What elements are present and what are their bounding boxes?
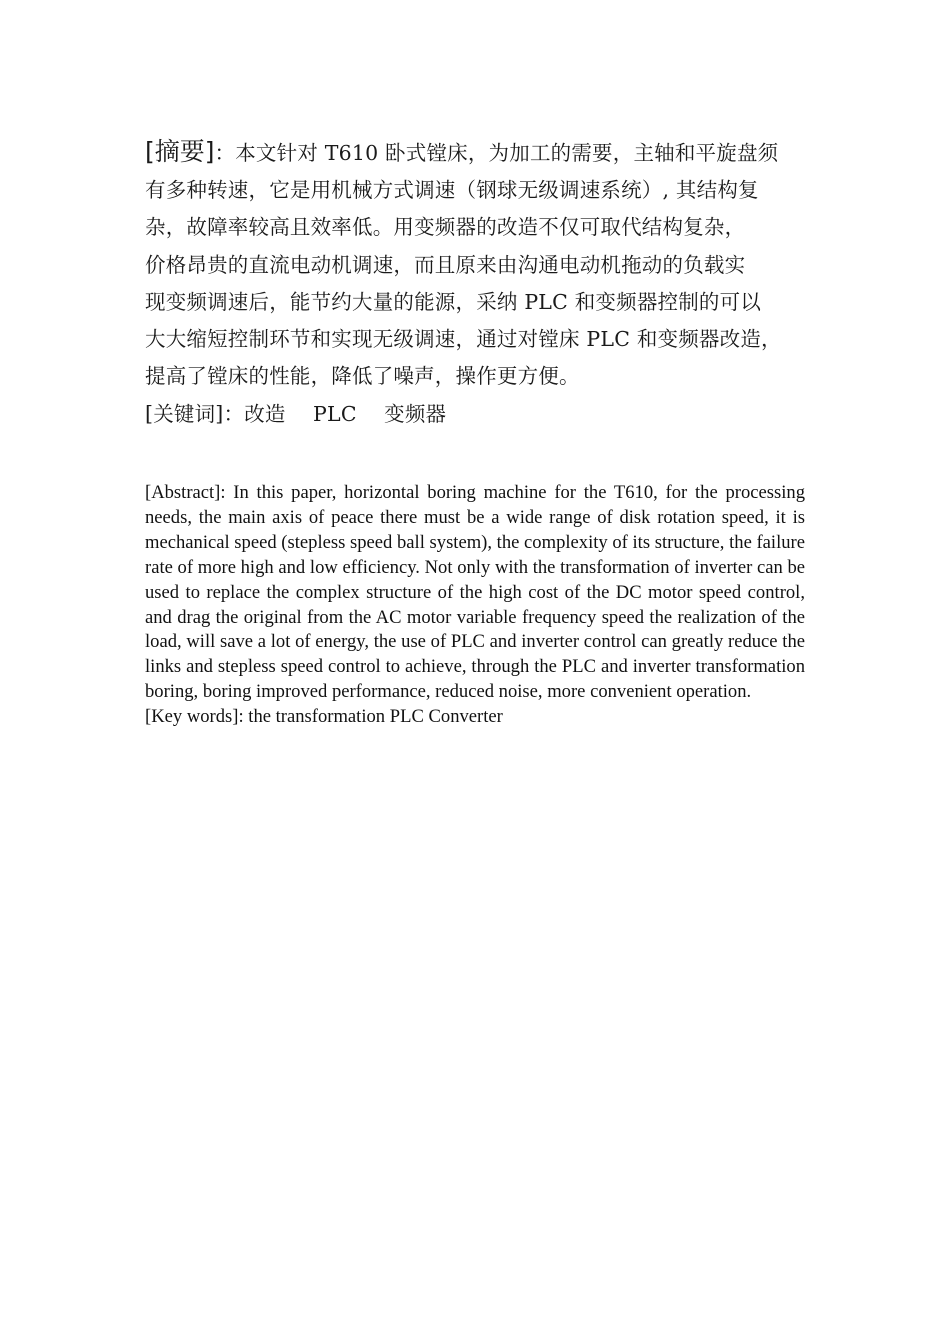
chinese-abstract — [145, 132, 820, 433]
chinese-abstract-line: 杂，故障率较高且效率低。用变频器的改造不仅可取代结构复杂， — [145, 215, 746, 240]
english-abstract: [Abstract]: In this paper, horizontal boring machine for the T610, for the processing needs, the main axis of peace there must be a wide range of disk rotation speed, it is mechanical speed (stepless speed ball system), the complexity of its structure, the failure rate of more high and low efficiency. Not only with the transformation of inverter can be used to replace the complex structure of the high cost of the DC motor speed control, and drag the original from the AC motor variable frequency speed the realization of the load, will save a lot of energy, the use of PLC and inverter control can greatly reduce the links and stepless speed control to achieve, through the PLC and inverter transformation boring, boring improved performance, reduced noise, more convenient operation. — [145, 482, 805, 703]
chinese-abstract-line: 提高了镗床的性能，降低了噪声，操作更方便。 — [145, 364, 580, 389]
chinese-abstract-line: 有多种转速，它是用机械方式调速（钢球无级调速系统）, 其结构复 — [145, 178, 759, 202]
chinese-abstract-line: 大大缩短控制环节和实现无级调速，通过对镗床 PLC 和变频器改造， — [145, 327, 782, 352]
abstract-label: [摘要] — [145, 137, 215, 166]
chinese-keywords: [关键词]：改造 PLC 变频器 — [145, 401, 447, 426]
chinese-abstract-line: 现变频调速后，能节约大量的能源，采纳 PLC 和变频器控制的可以 — [145, 289, 762, 314]
abstract-text: ：本文针对 T610 卧式镗床，为加工的需要，主轴和平旋盘须 — [214, 141, 779, 165]
english-abstract-block — [145, 481, 805, 730]
chinese-abstract-line: 价格昂贵的直流电动机调速，而且原来由沟通电动机拖动的负载实 — [145, 252, 746, 277]
english-keywords: [Key words]: the transformation PLC Converter — [145, 706, 503, 728]
chinese-abstract-line — [145, 132, 820, 172]
